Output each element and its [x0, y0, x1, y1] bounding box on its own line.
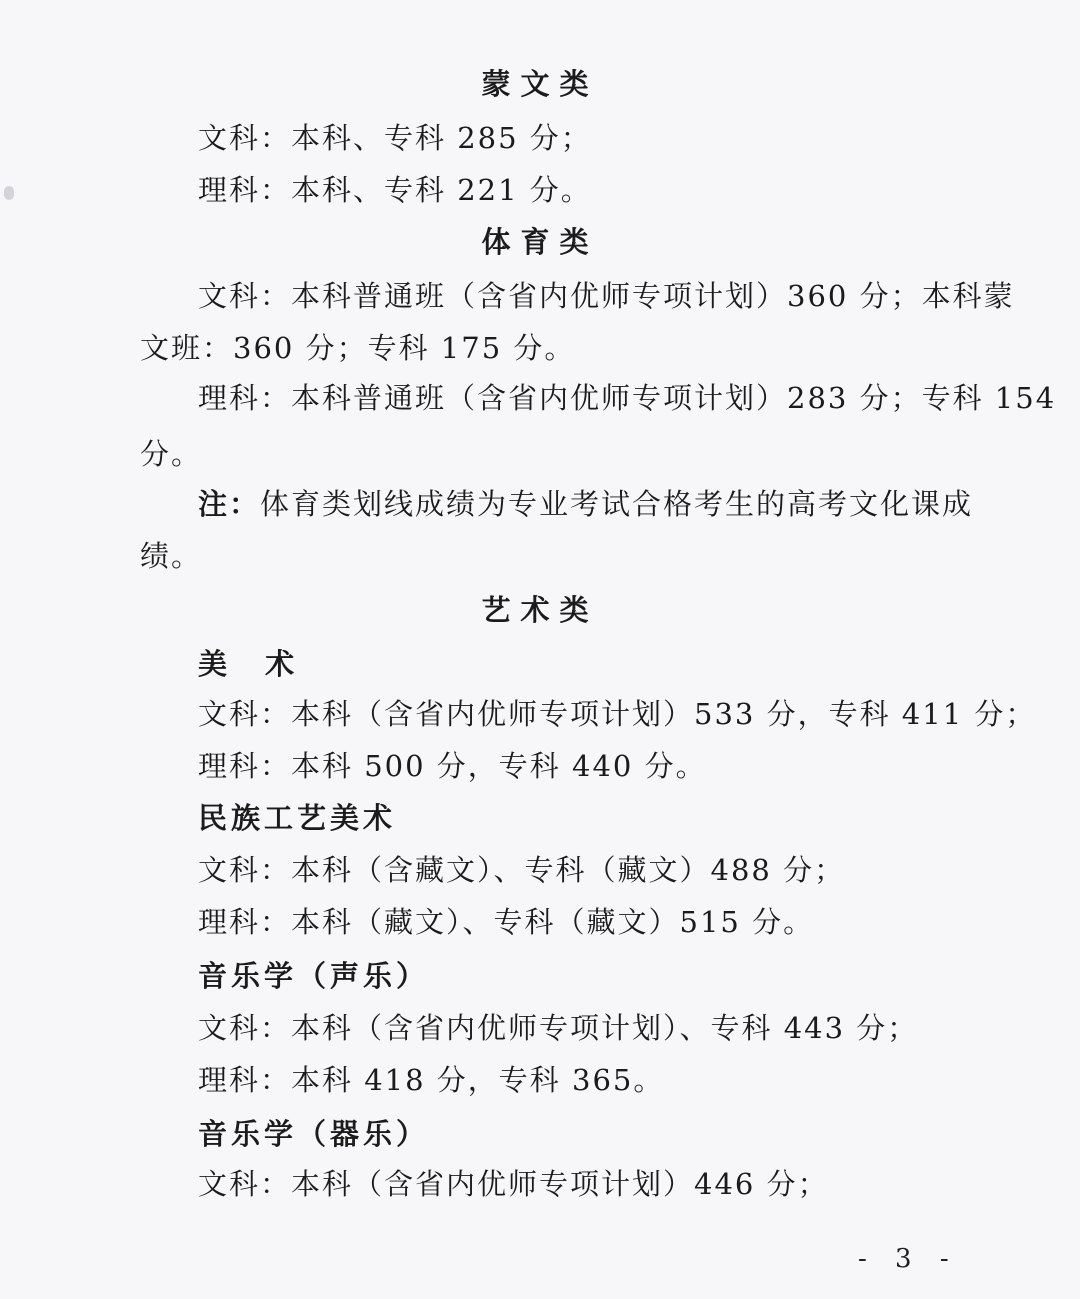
meishu-wenke-line: 文科：本科（含省内优师专项计划）533 分，专科 411 分； — [198, 697, 1037, 731]
mengwen-like-line: 理科：本科、专科 221 分。 — [198, 173, 592, 207]
tiyu-like-line-1: 理科：本科普通班（含省内优师专项计划）283 分；专科 154 — [198, 381, 1057, 415]
subheading-shengyue: 音乐学（声乐） — [198, 959, 430, 993]
qiyue-wenke-line: 文科：本科（含省内优师专项计划）446 分； — [198, 1167, 829, 1201]
tiyu-like-line-2: 分。 — [140, 437, 203, 471]
section-heading-yishu: 艺术类 — [481, 593, 599, 627]
tiyu-note-line-1 — [198, 486, 973, 522]
minzu-wenke-line: 文科：本科（含藏文）、专科（藏文）488 分； — [198, 853, 846, 887]
section-heading-tiyu: 体育类 — [481, 225, 599, 259]
note-text: 体育类划线成绩为专业考试合格考生的高考文化课成 — [260, 487, 974, 521]
mengwen-wenke-line: 文科：本科、专科 285 分； — [198, 121, 592, 155]
tiyu-wenke-line-2: 文班：360 分；专科 175 分。 — [140, 331, 576, 365]
subheading-meishu: 美 术 — [198, 647, 309, 681]
scan-speck — [4, 186, 14, 200]
minzu-like-line: 理科：本科（藏文）、专科（藏文）515 分。 — [198, 905, 815, 939]
note-label: 注： — [198, 487, 261, 521]
subheading-qiyue: 音乐学（器乐） — [198, 1117, 430, 1151]
page-number: - 3 - — [858, 1244, 959, 1274]
shengyue-wenke-line: 文科：本科（含省内优师专项计划）、专科 443 分； — [198, 1011, 919, 1045]
tiyu-note-line-2: 绩。 — [140, 539, 203, 573]
tiyu-wenke-line-1: 文科：本科普通班（含省内优师专项计划）360 分；本科蒙 — [198, 279, 1015, 313]
meishu-like-line: 理科：本科 500 分，专科 440 分。 — [198, 749, 707, 783]
subheading-minzu: 民族工艺美术 — [198, 801, 397, 835]
section-heading-mengwen: 蒙文类 — [481, 67, 599, 101]
shengyue-like-line: 理科：本科 418 分，专科 365。 — [198, 1063, 665, 1097]
